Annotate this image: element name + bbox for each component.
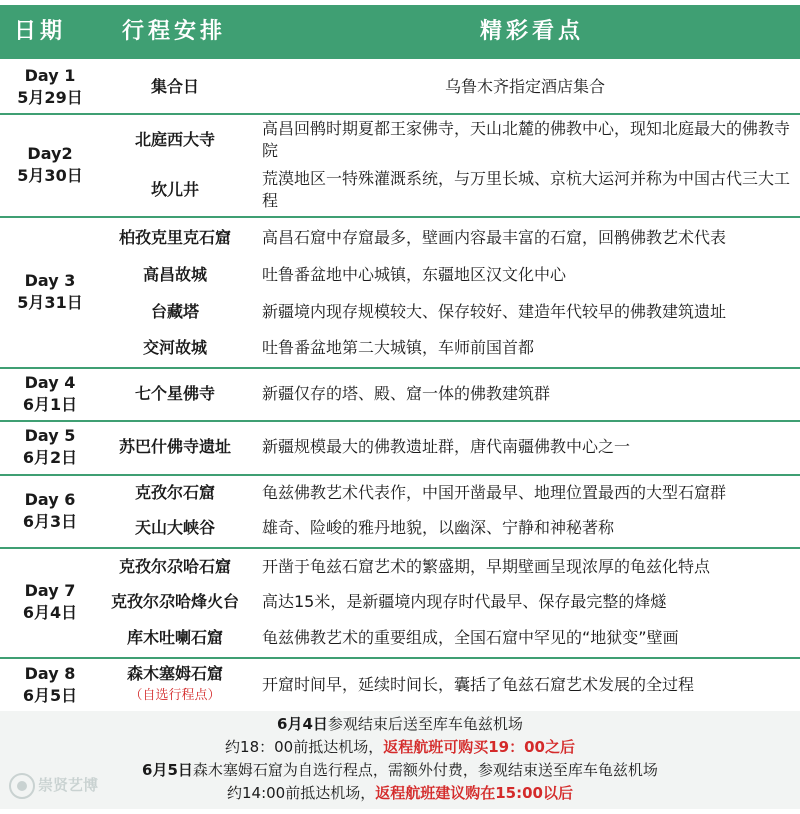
day-label: Day 3	[24, 271, 76, 290]
place-cell	[100, 659, 250, 711]
place-desc: 开凿于龟兹石窟艺术的繁盛期，早期壁画呈现浓厚的龟兹化特点	[262, 556, 711, 576]
footer-text: 约18：00前抵达机场，	[225, 738, 384, 756]
footer-line-1	[0, 713, 800, 736]
place-name: 克孜尔石窟	[134, 483, 215, 502]
place-desc: 高昌石窟中存窟最多，壁画内容最丰富的石窟，回鹘佛教艺术代表	[262, 228, 727, 247]
place-name: 库木吐喇石窟	[126, 628, 223, 647]
place-desc: 高达15米，是新疆境内现存时代最早、保存最完整的烽燧	[262, 592, 667, 611]
day-date: 6月2日	[22, 448, 78, 467]
optional-note: （自选行程点）	[129, 688, 221, 703]
day-cell	[0, 369, 100, 419]
place-name: 森木塞姆石窟	[126, 664, 223, 683]
header-highlights: 精彩看点	[480, 19, 585, 44]
place-desc: 新疆规模最大的佛教遗址群，唐代南疆佛教中心之一	[262, 437, 631, 456]
place-name: 七个星佛寺	[134, 384, 215, 403]
place-name: 天山大峡谷	[134, 518, 215, 537]
day-cell	[0, 476, 100, 546]
footer-date: 6月4日	[277, 715, 328, 733]
footer-warning: 返程航班建议购在15:00以后	[375, 784, 573, 802]
place-name: 北庭西大寺	[134, 130, 215, 149]
day-date: 6月4日	[22, 603, 78, 622]
day-label: Day 1	[24, 66, 76, 85]
day-label: Day 7	[24, 581, 76, 600]
table-header	[0, 5, 800, 59]
place-desc: 荒漠地区一特殊灌溉系统，与万里长城、京杭大运河并称为中国古代三大工程	[262, 169, 791, 210]
day-date: 5月30日	[17, 166, 83, 185]
day-label: Day 4	[24, 373, 76, 392]
place-desc: 吐鲁番盆地第二大城镇，车师前国首都	[262, 338, 535, 357]
day-cell	[0, 549, 100, 655]
day-cell	[0, 422, 100, 472]
place-name: 克孜尔尕哈烽火台	[110, 592, 239, 611]
watermark-icon	[8, 772, 36, 800]
day-date: 6月1日	[22, 395, 78, 414]
header-date: 日期	[14, 19, 67, 44]
footer-text: 参观结束后送至库车龟兹机场	[327, 715, 523, 733]
day-label: Day2	[27, 144, 73, 163]
footer-date: 6月5日	[142, 761, 193, 779]
place-desc: 乌鲁木齐指定酒店集合	[444, 77, 605, 96]
row-divider	[0, 216, 800, 218]
day-label: Day 6	[24, 490, 76, 509]
place-name: 苏巴什佛寺遗址	[118, 437, 231, 456]
place-desc: 新疆境内现存规模较大、保存较好、建造年代较早的佛教建筑遗址	[262, 302, 727, 321]
day-label: Day 5	[24, 426, 76, 445]
place-name: 高昌故城	[142, 265, 207, 284]
day-label: Day 8	[24, 664, 76, 683]
day-cell	[0, 62, 100, 112]
footer-text: 森木塞姆石窟为自选行程点，需额外付费，参观结束送至库车龟兹机场	[192, 761, 658, 779]
day-date: 5月31日	[17, 293, 83, 312]
place-name: 坎儿井	[150, 180, 199, 199]
place-name: 交河故城	[142, 338, 207, 357]
place-name: 集合日	[150, 77, 199, 96]
place-desc: 新疆仅存的塔、殿、窟一体的佛教建筑群	[262, 384, 551, 403]
footer-line-2	[0, 736, 800, 759]
place-name: 柏孜克里克石窟	[118, 228, 231, 247]
footer-warning: 返程航班可购买19：00之后	[383, 738, 575, 756]
day-date: 5月29日	[17, 88, 83, 107]
place-name: 台藏塔	[150, 302, 199, 321]
place-name: 克孜尔尕哈石窟	[118, 556, 231, 576]
day-date: 6月3日	[22, 512, 78, 531]
day-date: 6月5日	[22, 686, 78, 705]
place-desc: 吐鲁番盆地中心城镇，东疆地区汉文化中心	[262, 265, 567, 284]
watermark-text: 崇贤艺博	[38, 776, 99, 794]
place-desc: 雄奇、险峻的雅丹地貌，以幽深、宁静和神秘著称	[262, 518, 615, 537]
place-desc: 开窟时间早，延续时间长，囊括了龟兹石窟艺术发展的全过程	[262, 675, 695, 694]
place-desc: 高昌回鹘时期夏都王家佛寺，天山北麓的佛教中心，现知北庭最大的佛教寺院	[262, 119, 791, 160]
header-schedule: 行程安排	[122, 19, 227, 44]
footer-text: 约14:00前抵达机场，	[227, 784, 376, 802]
day-cell	[0, 115, 100, 215]
place-desc: 龟兹佛教艺术代表作，中国开凿最早、地理位置最西的大型石窟群	[262, 483, 727, 502]
place-desc: 龟兹佛教艺术的重要组成，全国石窟中罕见的“地狱变”壁画	[262, 628, 679, 647]
day-cell	[0, 218, 100, 366]
watermark-logo	[6, 768, 136, 808]
day-cell	[0, 659, 100, 711]
